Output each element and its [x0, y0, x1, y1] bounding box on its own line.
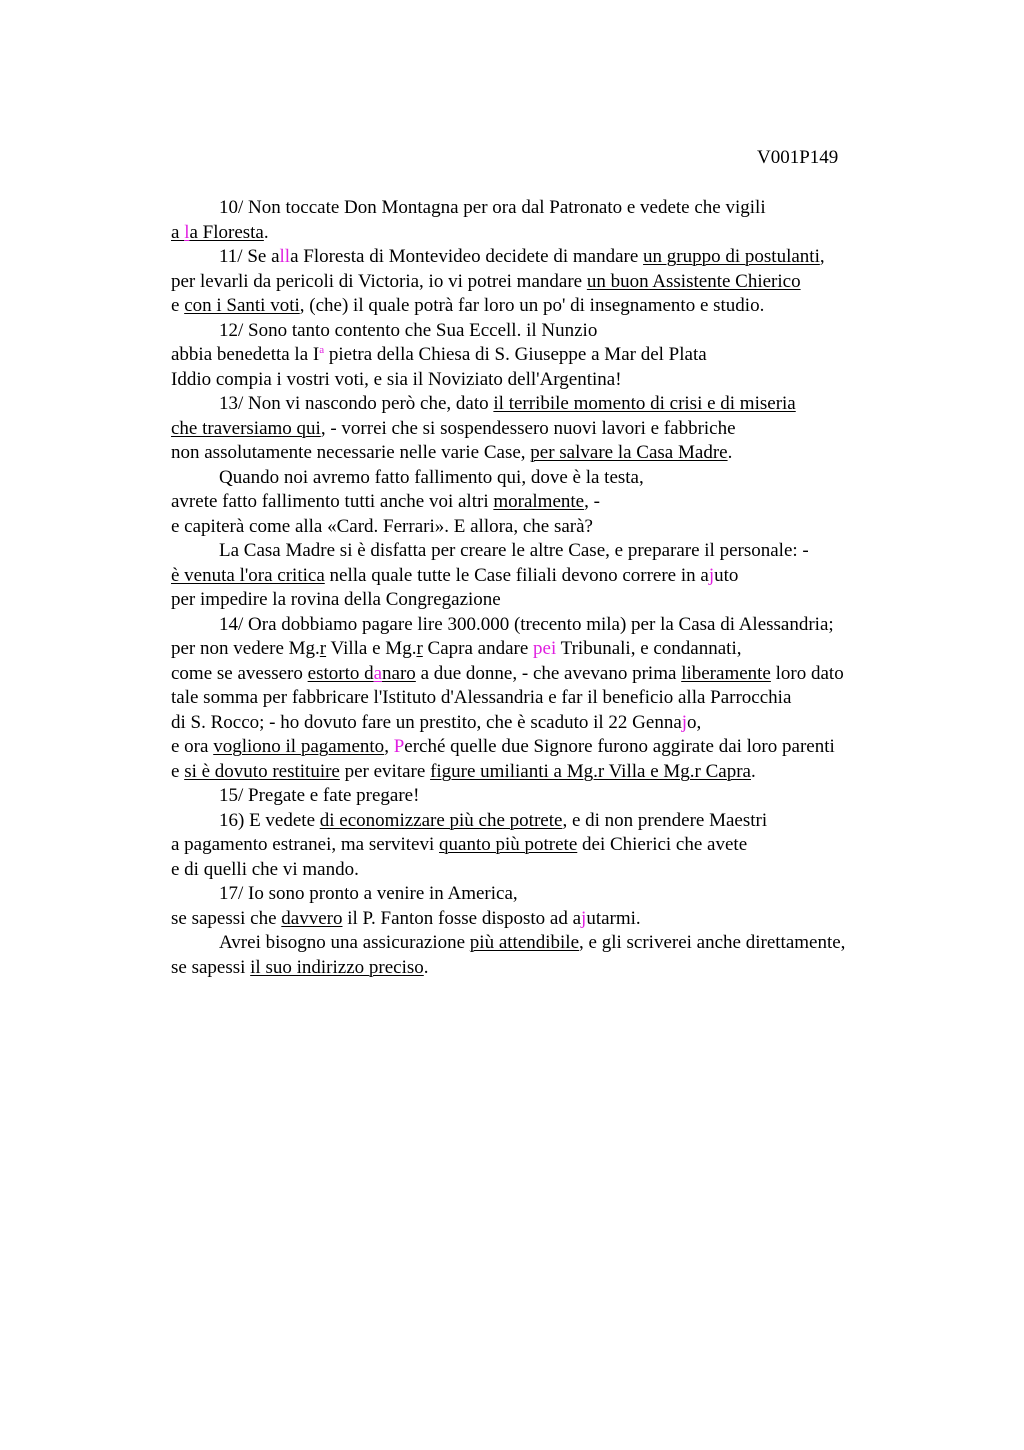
text-segment: il P. Fanton fosse disposto ad a: [342, 907, 582, 929]
text-segment: Villa e Mg.: [326, 638, 417, 659]
underlined-text: il terribile momento di crisi e di miseria: [493, 393, 796, 414]
text-segment: per non vedere Mg.: [171, 638, 320, 659]
text-line: [171, 564, 931, 589]
text-segment: 17/ Io sono pronto a venire in America,: [219, 883, 518, 904]
text-segment: nella quale tutte le Case filiali devono correre in a: [324, 564, 709, 586]
underlined-text: naro: [382, 662, 416, 684]
text-line: [171, 907, 931, 932]
correction-mark: j: [708, 564, 715, 586]
underlined-text: di economizzare più che potrete: [319, 809, 563, 831]
text-line: [171, 956, 931, 981]
text-line: [171, 760, 931, 785]
text-segment: ,: [819, 246, 825, 267]
text-line: [171, 637, 931, 662]
text-segment: , e gli scriverei anche direttamente,: [579, 932, 846, 953]
text-line: [171, 931, 931, 956]
text-segment: , (che) il quale potrà far loro un po' di insegnamento e studio.: [299, 295, 765, 316]
underlined-text: quanto più potrete: [439, 834, 578, 855]
text-line: [171, 490, 931, 515]
text-line: [171, 711, 931, 736]
text-segment: per impedire la rovina della Congregazione: [171, 589, 501, 610]
underlined-text: r: [319, 638, 327, 659]
underlined-text: il suo indirizzo preciso: [250, 956, 424, 978]
underlined-text: che traversiamo qui: [171, 417, 321, 439]
underlined-text: figure umilianti a Mg.r Villa e Mg.r Capra: [430, 760, 751, 782]
text-segment: 12/ Sono tanto contento che Sua Eccell. il Nunzio: [219, 319, 598, 341]
text-line: [171, 441, 931, 466]
text-line: [171, 343, 931, 368]
text-segment: Capra andare: [422, 638, 534, 659]
text-segment: dei Chierici che avete: [577, 834, 748, 855]
text-segment: pietra della Chiesa di S. Giuseppe a Mar del Plata: [324, 344, 707, 365]
text-segment: 10/ Non toccate Don Montagna per ora dal Patronato e vedete che vigili: [219, 197, 766, 218]
text-segment: a Floresta di Montevideo decidete di mandare: [290, 246, 644, 267]
text-segment: ,: [384, 736, 394, 757]
text-line: [171, 858, 931, 883]
text-segment: .: [263, 221, 269, 243]
text-line: [171, 515, 931, 540]
underlined-text: un buon Assistente Chierico: [586, 270, 801, 292]
underlined-text: si è dovuto restituire: [184, 760, 340, 782]
text-line: [171, 613, 931, 638]
page-identifier: V001P149: [757, 147, 839, 168]
underlined-text: a: [171, 221, 185, 243]
correction-mark: l: [184, 221, 190, 243]
text-segment: utarmi.: [586, 907, 641, 929]
text-segment: erché quelle due Signore furono aggirate dai loro parenti: [404, 736, 835, 757]
text-line: [171, 417, 931, 442]
text-segment: .: [727, 442, 733, 463]
underlined-text: più attendibile: [469, 932, 580, 953]
text-line: [171, 294, 931, 319]
underlined-text: a Floresta: [189, 221, 264, 243]
underlined-text: un gruppo di postulanti: [643, 246, 820, 267]
text-segment: a due donne, - che avevano prima: [415, 662, 682, 684]
text-line: [171, 466, 931, 491]
text-segment: 15/ Pregate e fate pregare!: [219, 785, 420, 806]
text-segment: e di quelli che vi mando.: [171, 858, 359, 880]
underlined-text: vogliono il pagamento: [213, 736, 385, 757]
text-line: [171, 882, 931, 907]
text-line: [171, 662, 931, 687]
text-segment: se sapessi: [171, 956, 251, 978]
text-segment: uto: [714, 564, 739, 586]
text-segment: per evitare: [339, 760, 431, 782]
text-segment: e: [171, 760, 185, 782]
text-segment: Iddio compia i vostri voti, e sia il Noviziato dell'Argentina!: [171, 368, 622, 390]
superscript-mark: a: [319, 344, 325, 356]
correction-mark: P: [393, 736, 405, 757]
text-segment: 14/ Ora dobbiamo pagare lire 300.000 (trecento mila) per la Casa di Alessandria;: [219, 613, 834, 635]
text-segment: Avrei bisogno una assicurazione: [219, 932, 470, 953]
text-line: [171, 221, 931, 246]
underlined-text: davvero: [281, 907, 343, 929]
text-segment: se sapessi che: [171, 907, 282, 929]
text-line: [171, 809, 931, 834]
text-segment: La Casa Madre si è disfatta per creare le altre Case, e preparare il personale: -: [219, 540, 809, 561]
text-segment: 16) E vedete: [219, 809, 320, 831]
correction-mark: j: [581, 907, 587, 929]
text-segment: tale somma per fabbricare l'Istituto d'Alessandria e far il beneficio alla Parrocchia: [171, 687, 792, 708]
text-line: [171, 686, 931, 711]
text-segment: , - vorrei che si sospendessero nuovi lavori e fabbriche: [320, 417, 736, 439]
correction-mark: a: [373, 662, 383, 684]
text-segment: e capiterà come alla «Card. Ferrari». E allora, che sarà?: [171, 515, 593, 537]
text-segment: a pagamento estranei, ma servitevi: [171, 834, 440, 855]
text-line: [171, 392, 931, 417]
text-segment: 13/ Non vi nascondo però che, dato: [219, 393, 494, 414]
text-segment: .: [750, 760, 756, 782]
correction-mark: j: [681, 711, 688, 733]
text-segment: .: [423, 956, 429, 978]
underlined-text: con i Santi voti: [184, 295, 300, 316]
text-segment: non assolutamente necessarie nelle varie Case,: [171, 442, 531, 463]
text-segment: abbia benedetta la I: [171, 344, 320, 365]
text-line: [171, 784, 931, 809]
underlined-text: r: [416, 638, 423, 659]
text-segment: o,: [687, 711, 702, 733]
text-line: [171, 245, 931, 270]
correction-mark: pei: [533, 638, 557, 659]
underlined-text: estorto d: [307, 662, 374, 684]
text-segment: come se avessero: [171, 662, 308, 684]
text-segment: Quando noi avremo fatto fallimento qui, dove è la testa,: [219, 466, 644, 488]
text-line: [171, 539, 931, 564]
text-segment: Tribunali, e condannati,: [556, 638, 742, 659]
text-segment: di S. Rocco; - ho dovuto fare un prestito, che è scaduto il 22 Genna: [171, 711, 682, 733]
text-segment: loro dato: [770, 662, 844, 684]
text-line: [171, 833, 931, 858]
underlined-text: moralmente: [493, 491, 585, 512]
text-segment: e ora: [171, 736, 214, 757]
underlined-text: liberamente: [681, 662, 771, 684]
text-segment: 11/ Se a: [219, 246, 280, 267]
text-line: [171, 588, 931, 613]
text-segment: , e di non prendere Maestri: [562, 809, 768, 831]
text-line: [171, 735, 931, 760]
text-line: [171, 368, 931, 393]
text-line: [171, 196, 931, 221]
text-segment: avrete fatto fallimento tutti anche voi altri: [171, 491, 494, 512]
text-segment: , -: [584, 491, 600, 512]
correction-mark: ll: [279, 246, 291, 267]
text-line: [171, 270, 931, 295]
underlined-text: per salvare la Casa Madre: [530, 442, 728, 463]
underlined-text: è venuta l'ora critica: [171, 564, 325, 586]
text-segment: e: [171, 295, 185, 316]
letter-body: [171, 196, 931, 980]
text-segment: per levarli da pericoli di Victoria, io vi potrei mandare: [171, 270, 587, 292]
text-line: [171, 319, 931, 344]
